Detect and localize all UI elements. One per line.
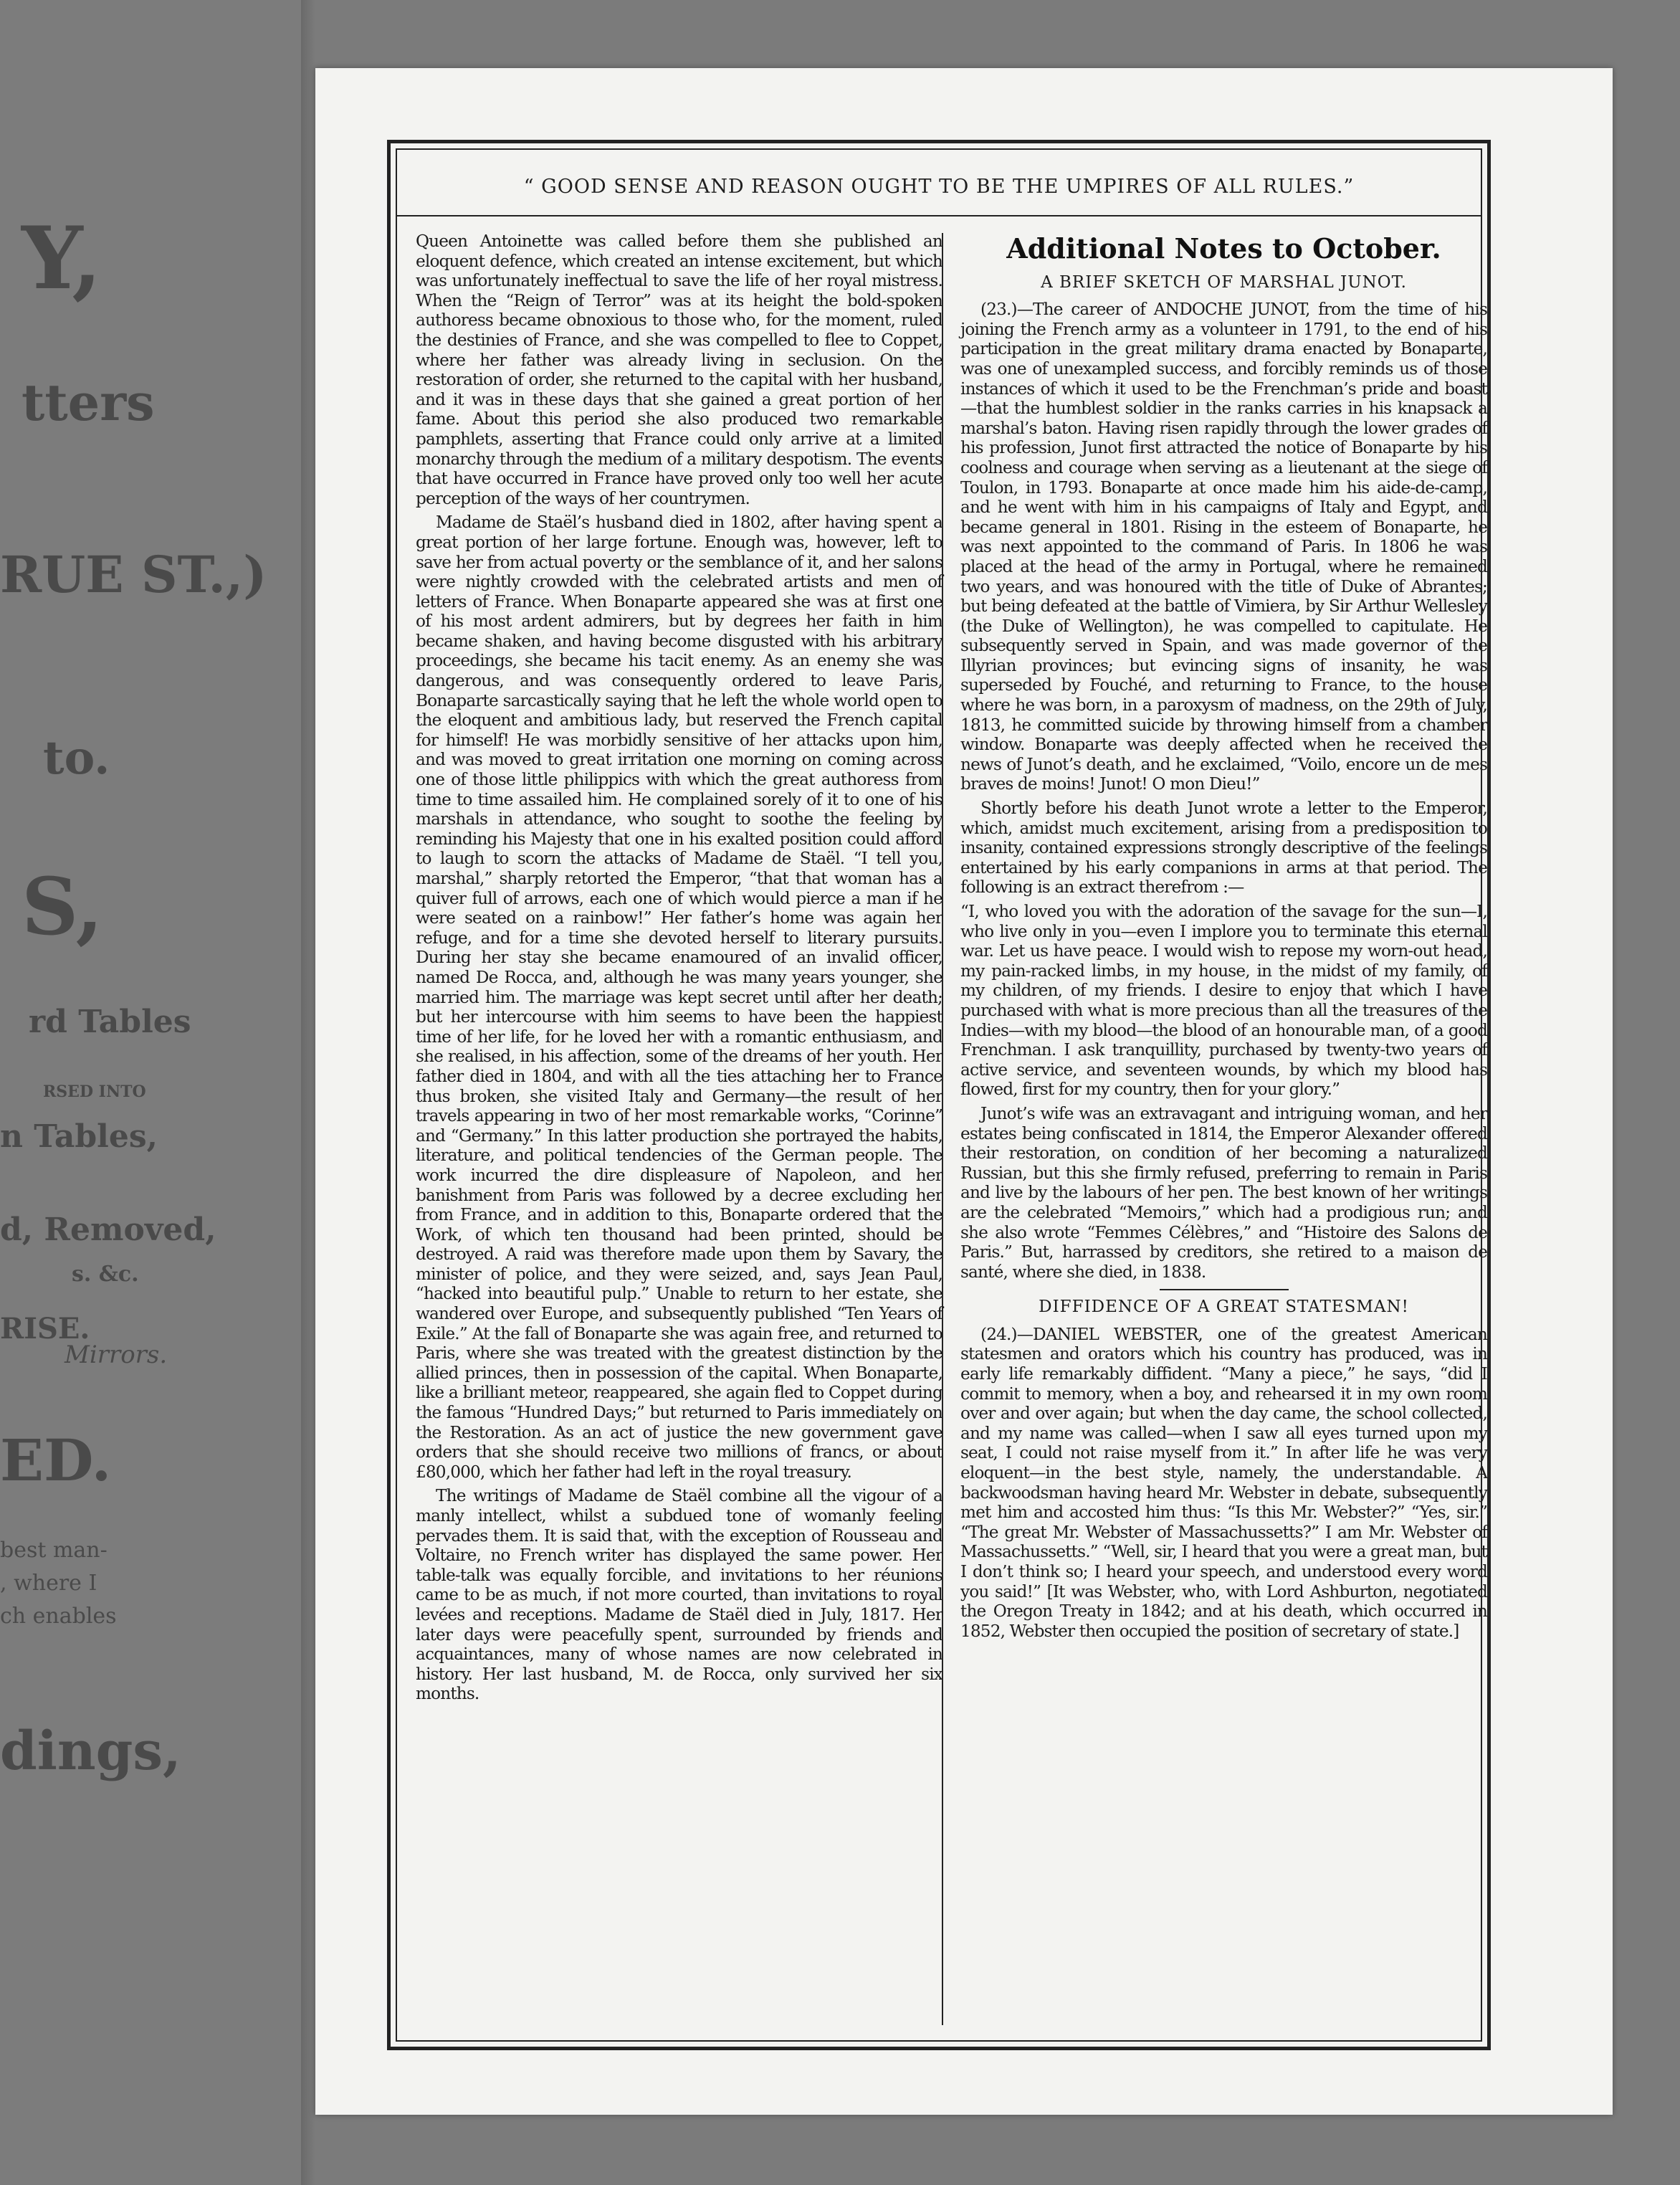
right-column <box>960 232 1487 1645</box>
left-fragment: ED. <box>0 1427 112 1494</box>
paragraph: The writings of Madame de Staël combine all the vigour of a manly intellect, whilst a subdued tone of womanly feeling pervades them. It is said that, with the exception of Rousseau and Voltaire, no French writer has displayed the same power. Her table-talk was equally forcible, and invitations to her réunions came to be as much, if not more courted, than invitations to royal levées and receptions. Madame de Staël died in July, 1817. Her later days were peacefully spent, surrounded by friends and acquaintances, many of whose names are now celebrated in history. Her last husband, M. de Rocca, only survived her six months. <box>416 1486 942 1704</box>
left-fragment: tters <box>22 373 155 432</box>
paragraph: Queen Antoinette was called before them she published an eloquent defence, which created an intense excitement, but which was unfortunately ineffectual to save the life of her royal mistress. When the “Reign of Terror” was at its height the bold-spoken authoress became obnoxious to those who, for the moment, ruled the destinies of France, and she was compelled to flee to Coppet, where her father was already living in seclusion. On the restoration of order, she returned to the capital with her husband, and it was in these days that she gained a great portion of her fame. About this period she also produced two remarkable pamphlets, asserting that France could only arrive at a limited monarchy through the medium of a military despotism. The events that have occurred in France have proved only too well her acute perception of the ways of her countrymen. <box>416 232 942 508</box>
left-fragment: RUE ST.,) <box>0 545 267 604</box>
notes-heading: Additional Notes to October. <box>1006 232 1441 265</box>
paragraph: (23.)—The career of ANDOCHE JUNOT, from the time of his joining the French army as a volunteer in 1791, to the end of his participation in the great military drama enacted by Bonaparte, was one of unexampled success, and forcibly reminds us of those instances of which it used to be the Frenchman’s pride and boast—that the humblest soldier in the ranks carries in his knapsack a marshal’s baton. Having risen rapidly through the lower grades of his profession, Junot first attracted the notice of Bonaparte by his coolness and courage when serving as a lieutenant at the siege of Toulon, in 1793. Bonaparte at once made him his aide-de-camp, and he went with him in his campaigns of Italy and Egypt, and became general in 1801. Rising in the esteem of Bonaparte, he was next appointed to the command of Paris. In 1806 he was placed at the head of the army in Portugal, where he remained two years, and was honoured with the title of Duke of Abrantes; but being defeated at the battle of Vimiera, by Sir Arthur Wellesley (the Duke of Wellington), he was compelled to capitulate. He subsequently served in Spain, and was made governor of the Illyrian provinces; but evincing signs of insanity, he was superseded by Fouché, and returning to France, to the house where he was born, in a paroxysm of madness, on the 29th of July, 1813, he committed suicide by throwing himself from a chamber window. Bonaparte was deeply affected when he received the news of Junot’s death, and he exclaimed, “Voilo, encore un de mes braves de moins! Junot! O mon Dieu!” <box>960 300 1487 794</box>
quotation: “I, who loved you with the adoration of the savage for the sun—I, who live only in you—even I implore you to terminate this eternal war. Let us have peace. I would wish to repose my worn-out head, my pain-racked limbs, in my house, in the midst of my family, of my children, of my friends. I desire to enjoy that which I have purchased with what is more precious than all the treasures of the Indies—with my blood—the blood of an honourable man, of a good Frenchman. I ask tranquillity, purchased by twenty-two years of active service, and seventeen wounds, by which my blood has flowed, first for my country, then for your glory.” <box>960 902 1487 1100</box>
left-fragment: to. <box>43 731 110 785</box>
left-fragment: n Tables, <box>0 1118 158 1155</box>
facing-page-fragment <box>0 0 301 2185</box>
left-fragment: RISE. <box>0 1312 90 1346</box>
paragraph: (24.)—DANIEL WEBSTER, one of the greatest American statesmen and orators which his country has produced, was in early life remarkably diffident. “Many a piece,” he says, “did I commit to memory, when a boy, and rehearsed it in my own room over and over again; but when the day came, the school collected, and my name was called—when I saw all eyes turned upon my seat, I could not raise myself from it.” In after life he was very eloquent—in the best style, namely, the understandable. A backwoodsman having heard Mr. Webster in debate, subsequently met him and accosted him thus: “Is this Mr. Webster?” “Yes, sir.” “The great Mr. Webster of Massachussetts?” I am Mr. Webster of Massachussetts.” “Well, sir, I heard that you were a great man, but I don’t think so; I heard your speech, and understood every word you said!” [It was Webster, who, with Lord Ashburton, negotiated the Oregon Treaty in 1842; and at his death, which occurred in 1852, Webster then occupied the position of secretary of state.] <box>960 1324 1487 1641</box>
section-divider <box>1160 1289 1289 1290</box>
paragraph: Junot’s wife was an extravagant and intriguing woman, and her estates being confiscated in 1814, the Emperor Alexander offered their restoration, on condition of her becoming a naturalized Russian, but this she firmly refused, preferring to remain in Paris and live by the labours of her pen. The best known of her writings are the celebrated “Memoirs,” which had a prodigious run; and she also wrote “Femmes Célèbres,” and “Histoire des Salons de Paris.” But, harrassed by creditors, she retired to a maison de santé, where she died, in 1838. <box>960 1103 1487 1282</box>
section-title: A BRIEF SKETCH OF MARSHAL JUNOT. <box>1041 272 1407 292</box>
page-motto: “ GOOD SENSE AND REASON OUGHT TO BE THE UMPIRES OF ALL RULES.” <box>523 176 1355 198</box>
left-fragment: Y, <box>22 208 102 309</box>
left-fragment: rd Tables <box>29 1004 191 1040</box>
left-fragment: s. &c. <box>72 1262 139 1287</box>
left-column <box>416 232 942 1708</box>
paragraph: Shortly before his death Junot wrote a letter to the Emperor, which, amidst much excitement, arising from a predisposition to insanity, contained expressions strongly descriptive of the feelings entertained by his early companions in arms at that period. The following is an extract therefrom :— <box>960 799 1487 898</box>
motto-divider <box>397 215 1481 216</box>
left-fragment: RSED INTO <box>43 1082 146 1101</box>
left-fragment: Mirrors. <box>65 1341 168 1369</box>
document-page <box>315 68 1613 2115</box>
section-title: DIFFIDENCE OF A GREAT STATESMAN! <box>1039 1298 1409 1317</box>
left-fragment: best man- , where I ch enables <box>0 1538 117 1629</box>
paragraph: Madame de Staël’s husband died in 1802, after having spent a great portion of her large fortune. Enough was, however, left to save her from actual poverty or the semblance of it, and her salons were nightly crowded with the celebrated artists and men of letters of France. When Bonaparte appeared she was at first one of his most ardent admirers, but by degrees her faith in him became shaken, and having become disgusted with his arbitrary proceedings, she became his tacit enemy. As an enemy she was dangerous, and was consequently ordered to leave Paris, Bonaparte sarcastically saying that he left the whole world open to the eloquent and ambitious lady, but reserved the French capital for himself! He was morbidly sensitive of her attacks upon him, and was moved to great irritation one morning on coming across one of those little philippics with which the great authoress from time to time assailed him. He complained sorely of it to one of his marshals in attendance, who sought to soothe the feeling by reminding his Majesty that one in his exalted position could afford to laugh to scorn the attacks of Madame de Staël. “I tell you, marshal,” sharply retorted the Emperor, “that that woman has a quiver full of arrows, each one of which would pierce a man if he were seated on a rainbow!” Her father’s home was again her refuge, and for a time she devoted herself to literary pursuits. During her stay she became enamoured of an invalid officer, named De Rocca, and, although he was many years younger, she married him. The marriage was kept secret until after her death; but her intercourse with him seems to have been the happiest time of her life, for he loved her with a romantic enthusiasm, and she realised, in his affection, some of the dreams of her youth. Her father died in 1804, and with all the ties attaching her to France thus broken, she visited Italy and Germany—the result of her travels appearing in two of her most remarkable works, “Corinne” and “Germany.” In this latter production she portrayed the habits, literature, and political tendencies of the German people. The work incurred the dire displeasure of Napoleon, and her banishment from Paris was followed by a decree excluding her from France, and in addition to this, Bonaparte ordered that the Work, of which ten thousand had been printed, should be destroyed. A raid was therefore made upon them by Savary, the minister of police, and they were seized, and, says Jean Paul, “hacked into beautiful pulp.” Unable to return to her estate, she wandered over Europe, and subsequently published “Ten Years of Exile.” At the fall of Bonaparte she was again free, and returned to Paris, where she was treated with the greatest distinction by the allied princes, then in possession of the capital. When Bonaparte, like a brilliant meteor, reappeared, she again fled to Coppet during the famous “Hundred Days;” but returned to Paris immediately on the Restoration. As an act of justice the new government gave orders that she should receive two millions of francs, or about £80,000, which her father had left in the royal treasury. <box>416 513 942 1482</box>
left-fragment: S, <box>22 860 103 953</box>
left-fragment: d, Removed, <box>0 1211 216 1248</box>
left-fragment: dings, <box>0 1720 181 1782</box>
